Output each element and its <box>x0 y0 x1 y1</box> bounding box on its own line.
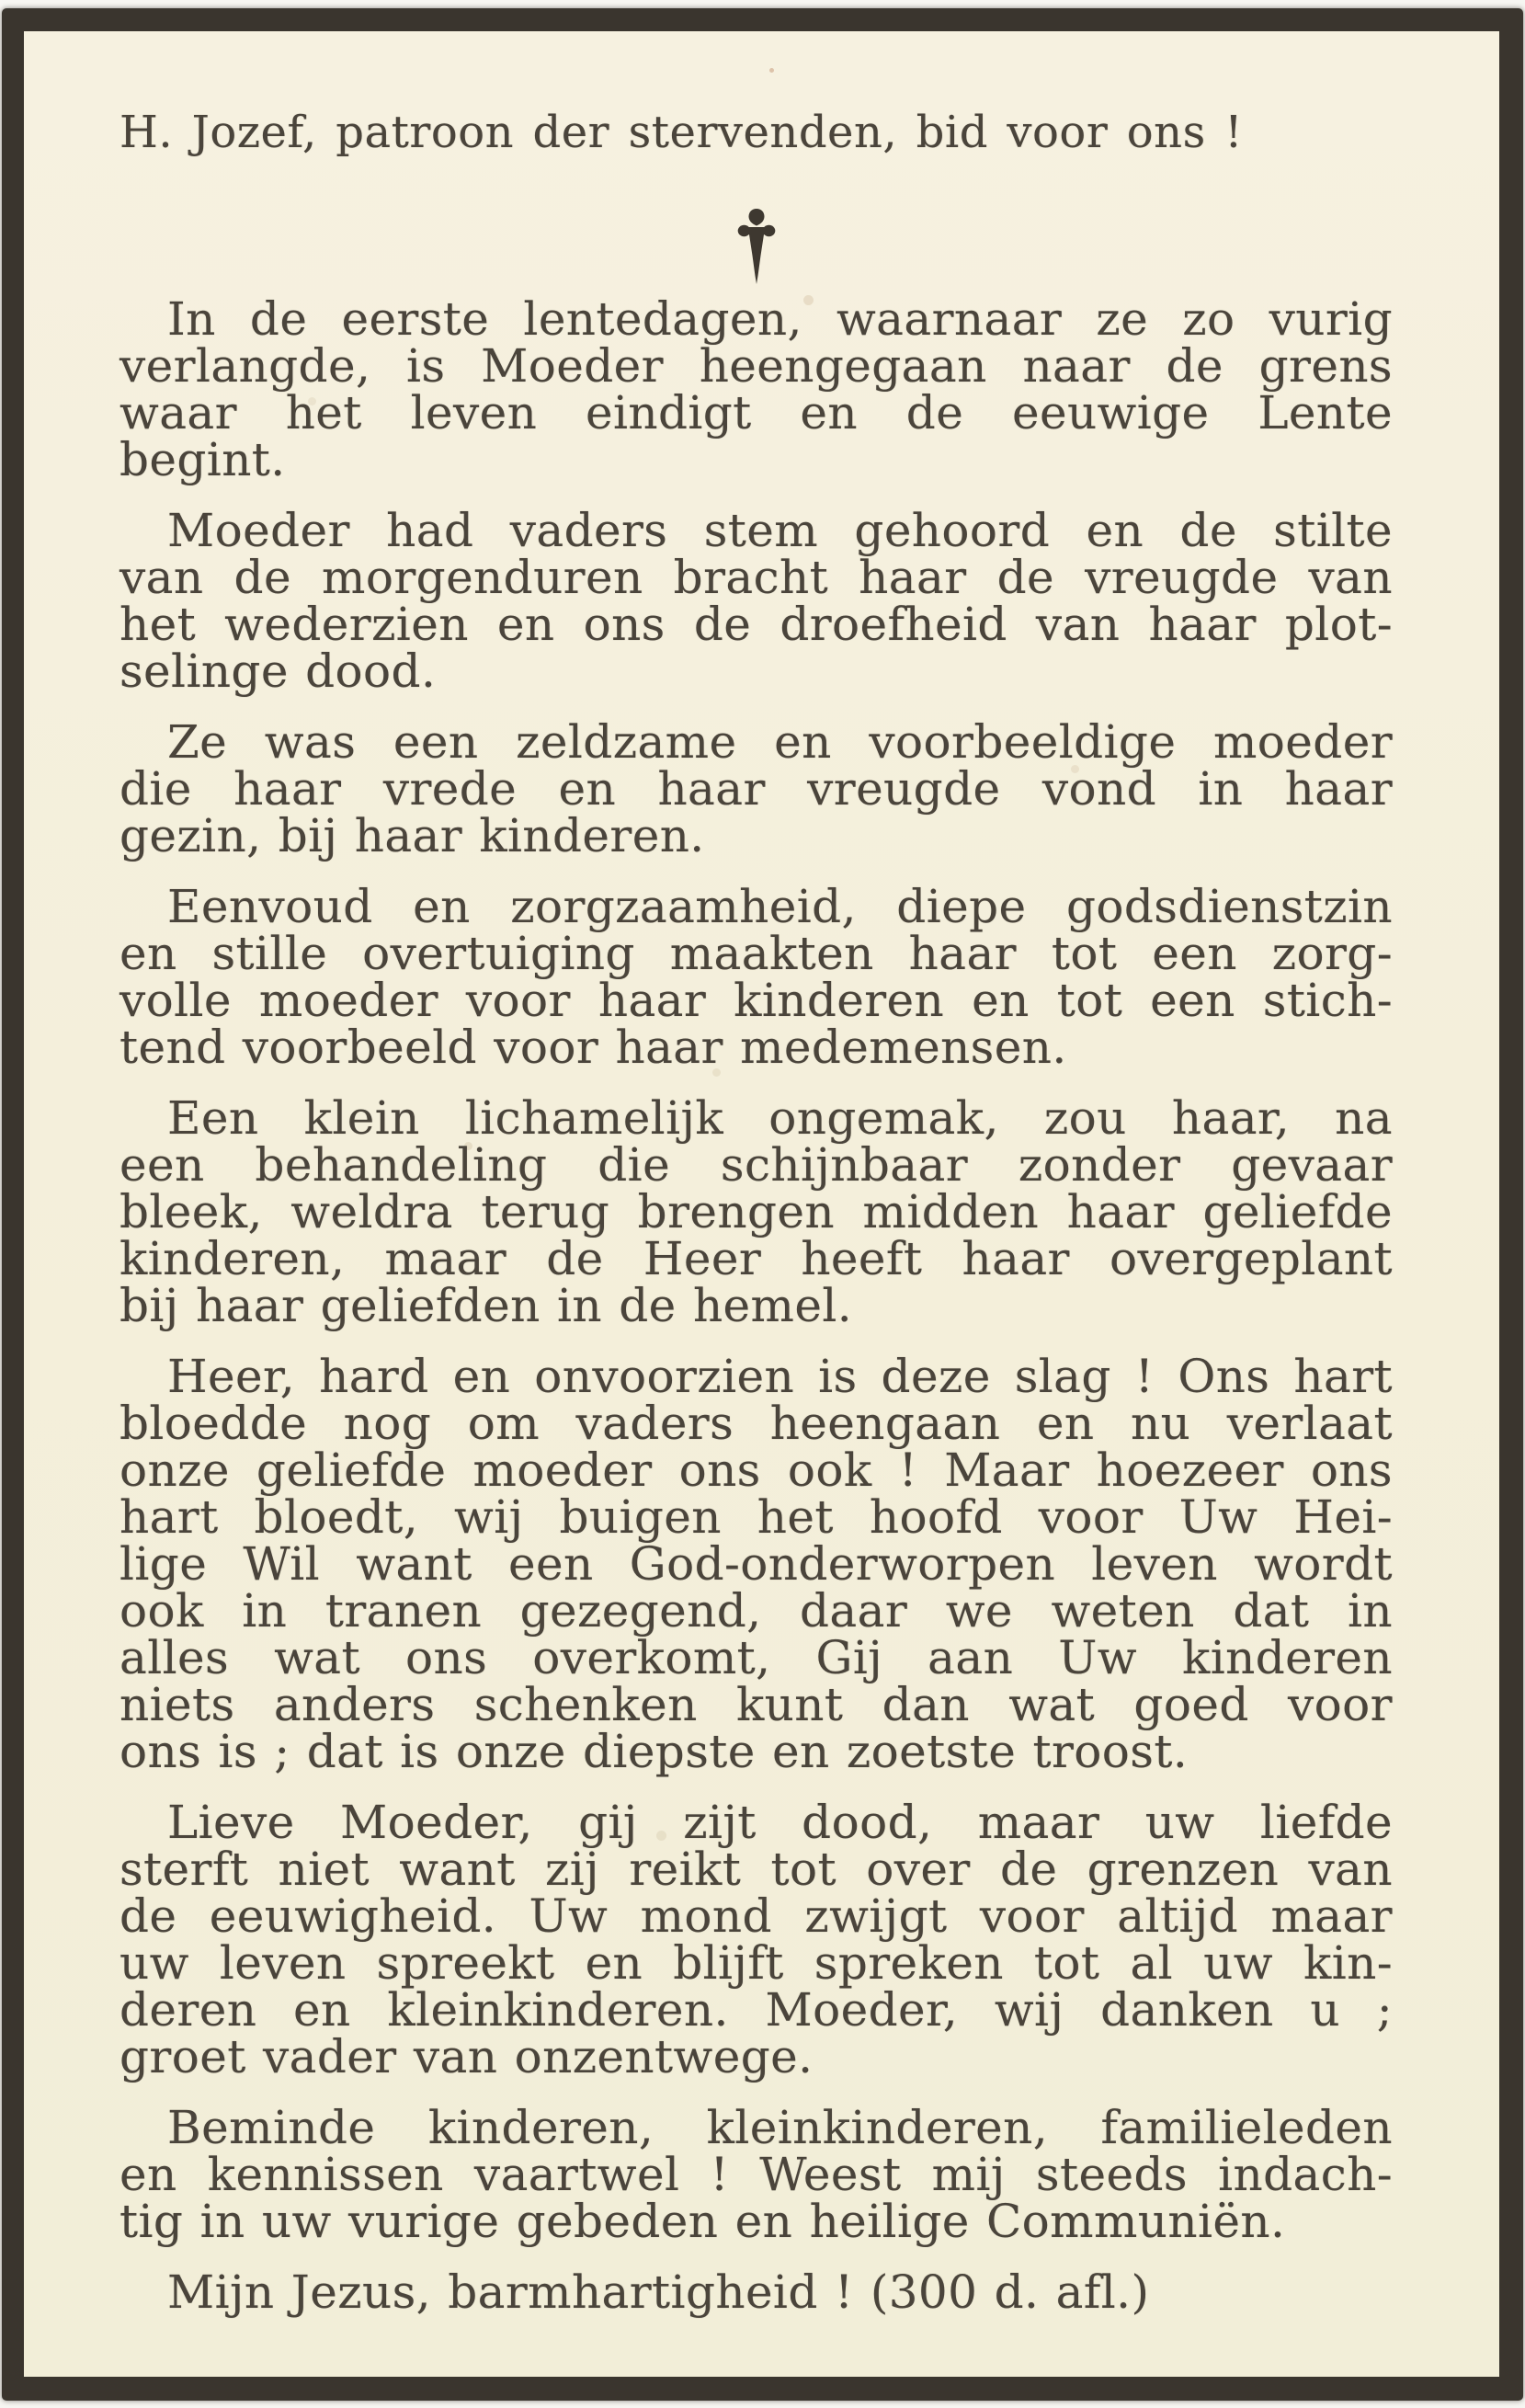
text-line: die haar vrede en haar vreugde vond in haar <box>119 762 1393 816</box>
text-line: niets anders schenken kunt dan wat goed voor <box>119 1678 1393 1731</box>
text-line: bleek, weldra terug brengen midden haar geliefde <box>119 1185 1393 1238</box>
text-line: een behandeling die schijnbaar zonder gevaar <box>119 1138 1393 1192</box>
text-line: ons is ; dat is onze diepste en zoetste troost. <box>119 1725 1189 1778</box>
paragraph <box>119 1091 1393 1332</box>
text-line: ook in tranen gezegend, daar we weten dat in <box>119 1584 1393 1638</box>
text-line: bij haar geliefden in de hemel. <box>119 1279 853 1332</box>
paragraph <box>119 880 1393 1074</box>
paragraphs <box>119 292 1393 2319</box>
text-line: deren en kleinkinderen. Moeder, wij danken u ; <box>119 1983 1393 2037</box>
text-line: Lieve Moeder, gij zijt dood, maar uw liefde <box>167 1796 1393 1849</box>
text-line: het wederzien en ons de droefheid van haar plot- <box>119 598 1393 651</box>
text-line: Beminde kinderen, kleinkinderen, familieleden <box>167 2101 1393 2154</box>
text-line: lige Wil want een God-onderworpen leven wordt <box>119 1537 1393 1591</box>
text-line: Mijn Jezus, barmhartigheid ! (300 d. afl.) <box>167 2265 1150 2319</box>
paragraph <box>119 2101 1393 2248</box>
text-line: begint. <box>119 433 286 486</box>
text-line: Een klein lichamelijk ongemak, zou haar, na <box>167 1091 1393 1145</box>
text-line: waar het leven eindigt en de eeuwige Lente <box>119 386 1393 439</box>
paragraph <box>119 2265 1393 2319</box>
text-line: volle moeder voor haar kinderen en tot een stich- <box>119 974 1393 1027</box>
text-line: en stille overtuiging maakten haar tot een zorg- <box>119 927 1393 980</box>
text-line: tend voorbeeld voor haar medemensen. <box>119 1021 1067 1074</box>
text-line: In de eerste lentedagen, waarnaar ze zo vurig <box>167 292 1393 346</box>
text-line: hart bloedt, wij buigen het hoofd voor Uw Hei- <box>119 1490 1393 1544</box>
paragraph <box>119 715 1393 862</box>
paragraph <box>119 1350 1393 1778</box>
text-line: en kennissen vaartwel ! Weest mij steeds indach- <box>119 2148 1393 2201</box>
paragraph <box>119 1796 1393 2083</box>
text-line: Heer, hard en onvoorzien is deze slag ! Ons hart <box>167 1350 1393 1403</box>
text-line: de eeuwigheid. Uw mond zwijgt voor altijd maar <box>119 1889 1393 1943</box>
text-line: tig in uw vurige gebeden en heilige Communiën. <box>119 2195 1286 2248</box>
text-line: bloedde nog om vaders heengaan en nu verlaat <box>119 1397 1393 1450</box>
text-line: groet vader van onzentwege. <box>119 2030 814 2083</box>
text-line: uw leven spreekt en blijft spreken tot al uw kin- <box>119 1936 1393 1990</box>
card-border <box>2 8 1523 2401</box>
paragraph <box>119 504 1393 698</box>
text-line: Moeder had vaders stem gehoord en de stilte <box>167 504 1393 557</box>
text-line: selinge dood. <box>119 645 437 698</box>
card-content <box>119 31 1393 2319</box>
text-line: sterft niet want zij reikt tot over de grenzen van <box>119 1843 1393 1896</box>
text-line: alles wat ons overkomt, Gij aan Uw kinderen <box>119 1631 1393 1684</box>
text-line: Ze was een zeldzame en voorbeeldige moeder <box>167 715 1393 769</box>
text-line: gezin, bij haar kinderen. <box>119 809 705 862</box>
text-line: Eenvoud en zorgzaamheid, diepe godsdienstzin <box>167 880 1393 933</box>
cross-icon <box>119 208 1393 285</box>
card-surface <box>24 31 1499 2377</box>
text-line: onze geliefde moeder ons ook ! Maar hoezeer ons <box>119 1444 1393 1497</box>
invocation-header: H. Jozef, patroon der stervenden, bid voor ons ! <box>119 107 1243 158</box>
paragraph <box>119 292 1393 486</box>
text-line: verlangde, is Moeder heengegaan naar de grens <box>119 339 1393 393</box>
text-line: van de morgenduren bracht haar de vreugde van <box>119 551 1393 604</box>
text-line: kinderen, maar de Heer heeft haar overgeplant <box>119 1232 1393 1285</box>
